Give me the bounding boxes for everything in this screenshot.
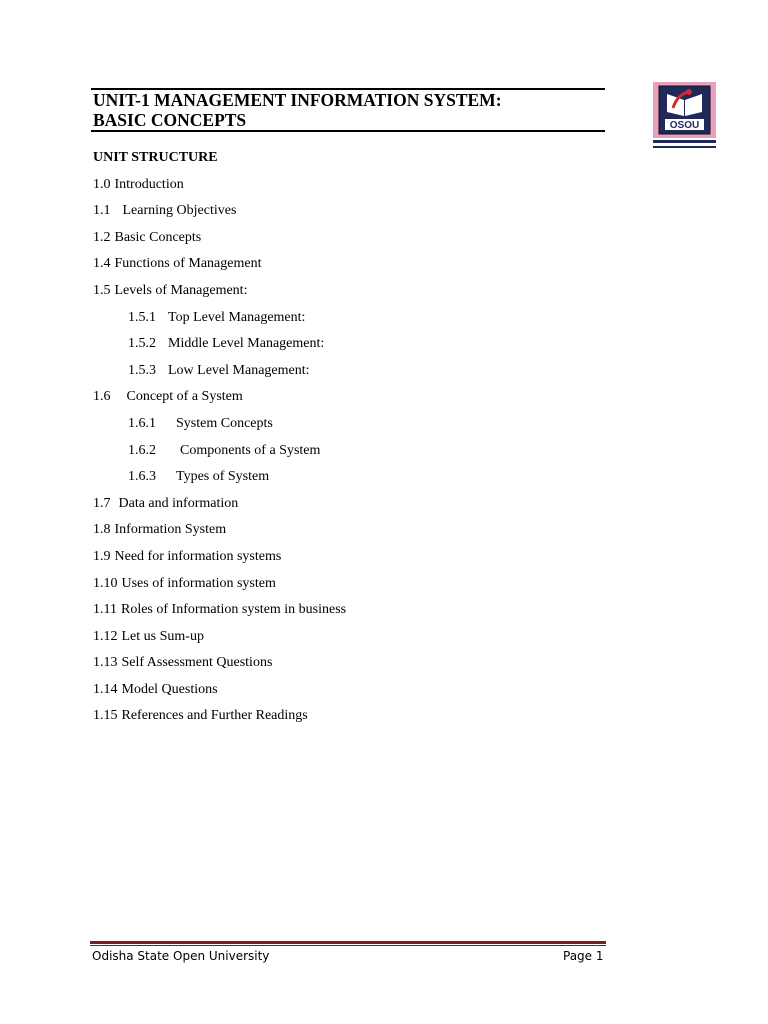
toc-item-title: Top Level Management:	[168, 309, 306, 325]
toc-item-number: 1.5.2	[128, 336, 156, 352]
toc-item-title: Functions of Management	[114, 256, 262, 272]
toc-item-number: 1.9	[93, 548, 111, 564]
toc-item-title: References and Further Readings	[121, 708, 308, 724]
toc-item	[93, 415, 346, 442]
toc-item-number: 1.6.3	[128, 469, 156, 485]
toc-item-number: 1.5.1	[128, 309, 156, 325]
toc-item	[93, 654, 346, 681]
toc-item-number: 1.6.2	[128, 442, 156, 458]
toc-item-number: 1.5	[93, 282, 111, 298]
toc-item-number: 1.10	[93, 575, 118, 591]
footer-rule-thin	[90, 945, 606, 946]
toc-item	[93, 601, 346, 628]
toc-item-title: Learning Objectives	[122, 203, 237, 219]
toc-item-number: 1.0	[93, 176, 111, 192]
toc-item	[93, 176, 346, 203]
footer-university-name: Odisha State Open University	[92, 949, 270, 963]
toc-item-title: Concept of a System	[126, 389, 243, 405]
toc-item-number: 1.2	[93, 229, 111, 245]
toc-item-title: Low Level Management:	[168, 362, 310, 378]
logo-graphic	[653, 82, 716, 155]
toc-item-number: 1.13	[93, 655, 118, 671]
toc-item-title: Model Questions	[121, 681, 218, 697]
toc-item	[93, 442, 346, 469]
university-logo-icon	[653, 82, 716, 155]
footer-page-number: Page 1	[563, 949, 604, 963]
toc-item	[93, 681, 346, 708]
title-bottom-rule	[91, 130, 605, 132]
toc-item-title: Self Assessment Questions	[121, 655, 273, 671]
toc-item-number: 1.5.3	[128, 362, 156, 378]
toc-item-title: Levels of Management:	[114, 282, 248, 298]
toc-item	[93, 362, 346, 389]
toc-heading: UNIT STRUCTURE	[93, 150, 218, 165]
toc-list	[93, 176, 346, 734]
toc-item-title: System Concepts	[176, 415, 273, 431]
toc-item-title: Uses of information system	[121, 575, 276, 591]
logo-flame-tip	[686, 89, 692, 95]
toc-item-number: 1.6.1	[128, 415, 156, 431]
toc-item-title: Data and information	[118, 495, 239, 511]
title-line-2: BASIC CONCEPTS	[93, 110, 247, 130]
toc-item-number: 1.1	[93, 203, 111, 219]
toc-item	[93, 282, 346, 309]
toc-item	[93, 309, 346, 336]
toc-item-title: Roles of Information system in business	[120, 602, 347, 618]
title-line-1: UNIT-1 MANAGEMENT INFORMATION SYSTEM:	[93, 90, 502, 110]
toc-item	[93, 548, 346, 575]
toc-item-title: Let us Sum-up	[121, 628, 204, 644]
toc-item-title: Types of System	[176, 469, 270, 485]
logo-caption-line-2	[653, 146, 716, 148]
toc-item-number: 1.4	[93, 256, 111, 272]
toc-item-title: Need for information systems	[114, 548, 282, 564]
toc-item-number: 1.8	[93, 522, 111, 538]
logo-caption-line-1	[653, 140, 716, 143]
toc-item	[93, 388, 346, 415]
toc-item-number: 1.14	[93, 681, 118, 697]
toc-item	[93, 468, 346, 495]
toc-item-number: 1.7	[93, 495, 111, 511]
unit-structure-toc	[93, 149, 346, 734]
toc-item-number: 1.11	[93, 602, 117, 618]
toc-item	[93, 255, 346, 282]
toc-item-number: 1.6	[93, 389, 111, 405]
toc-item	[93, 628, 346, 655]
toc-item-title: Basic Concepts	[114, 229, 202, 245]
footer-rule-thick	[90, 941, 606, 944]
toc-item-title: Components of a System	[180, 442, 321, 458]
toc-item-title: Middle Level Management:	[168, 336, 325, 352]
logo-text: OSOU	[669, 120, 700, 131]
toc-item	[93, 495, 346, 522]
toc-item	[93, 575, 346, 602]
toc-item	[93, 521, 346, 548]
toc-item	[93, 335, 346, 362]
toc-item-number: 1.15	[93, 708, 118, 724]
toc-item-title: Introduction	[114, 176, 184, 192]
toc-item	[93, 202, 346, 229]
page-title	[93, 90, 613, 130]
toc-item-number: 1.12	[93, 628, 118, 644]
toc-item	[93, 707, 346, 734]
toc-item	[93, 229, 346, 256]
toc-item-title: Information System	[114, 522, 227, 538]
